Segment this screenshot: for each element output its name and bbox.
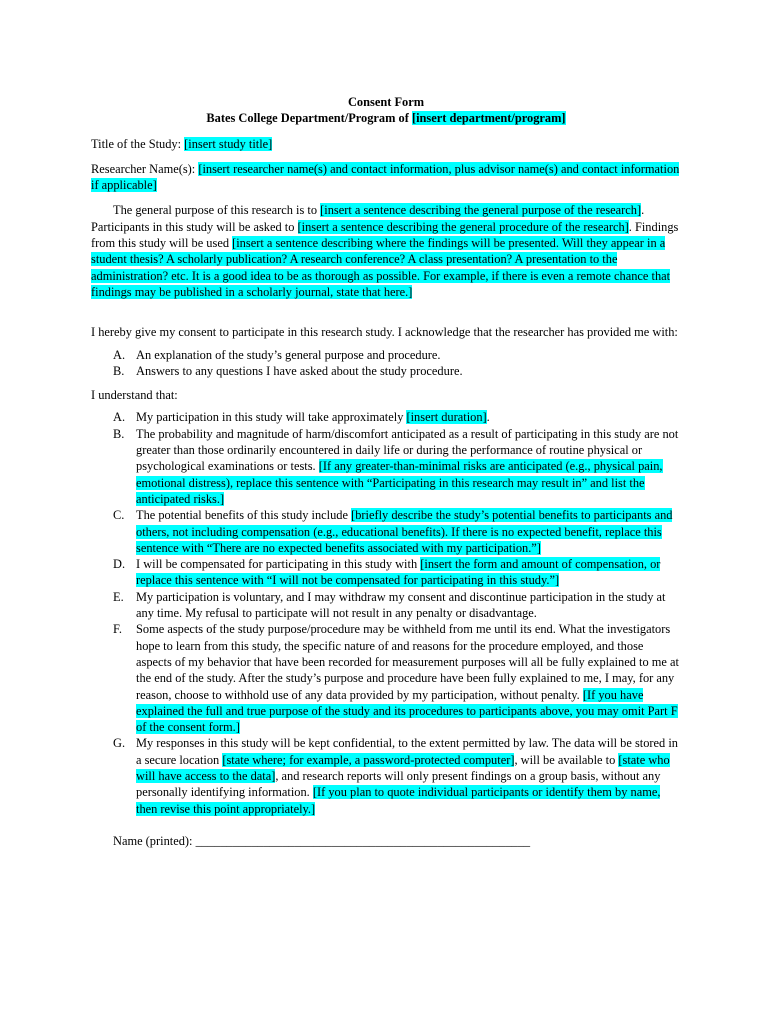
- form-title: Consent Form: [347, 95, 425, 109]
- purpose-paragraph: [91, 202, 681, 300]
- understand-item-c: [91, 507, 681, 556]
- subtitle-prefix: Bates College Department/Program of: [206, 111, 412, 126]
- understand-item-b: [91, 426, 681, 507]
- understand-item-d: [91, 556, 681, 589]
- item-text: My responses in this study will be kept confidential, to the extent permitted by law. The data will be stored in a secure location: [136, 736, 678, 767]
- access-placeholder: [state who will have access to the data]: [136, 752, 670, 783]
- item-text: The potential benefits of this study include: [136, 508, 352, 523]
- provided-item: [91, 363, 681, 379]
- department-placeholder: [insert department/program]: [411, 111, 566, 126]
- understand-item-g: [91, 735, 681, 816]
- list-marker: E.: [113, 589, 124, 604]
- list-marker: C.: [113, 508, 125, 523]
- signature-label: Name (printed):: [113, 833, 196, 848]
- form-subtitle: [91, 110, 681, 126]
- benefits-placeholder: [briefly describe the study’s potential benefits to participants and others, not including compensation (e.g., educational benefits). If there is no expected benefit, replace this sentence with “There are no expected benefits associated with my participation.”]: [136, 508, 673, 555]
- purpose-mid: . Participants in this study will be asked to: [91, 203, 645, 234]
- procedure-placeholder: [insert a sentence describing the general procedure of the research]: [297, 219, 629, 234]
- understand-intro: I understand that:: [91, 388, 178, 403]
- quote-placeholder: [If you plan to quote individual participants or identify them by name, then revise this point appropriately.]: [136, 785, 661, 816]
- form-header: [91, 94, 681, 127]
- provided-text: An explanation of the study’s general purpose and procedure.: [136, 347, 441, 362]
- list-marker: G.: [113, 736, 126, 751]
- list-marker: A.: [113, 347, 126, 362]
- purpose-placeholder: [insert a sentence describing the general purpose of the research]: [320, 203, 642, 218]
- study-title-label: Title of the Study:: [91, 136, 185, 151]
- item-mid: , will be available to: [514, 752, 619, 767]
- understand-item-e: [91, 589, 681, 622]
- duration-placeholder: [insert duration]: [406, 410, 487, 425]
- consent-intro: I hereby give my consent to participate in this research study. I acknowledge that the researcher has provided me with:: [91, 325, 678, 340]
- understand-item-f: [91, 621, 681, 735]
- researcher-field: [91, 161, 681, 194]
- item-text: I will be compensated for participating in this study with: [136, 557, 421, 572]
- understand-item-a: [91, 409, 681, 425]
- study-title-field: [91, 136, 681, 152]
- researcher-label: Researcher Name(s):: [91, 161, 199, 176]
- item-text-2: , and research reports will only present findings on a group basis, without any personally identifying information.: [136, 768, 661, 800]
- item-text: My participation is voluntary, and I may withdraw my consent and discontinue participation in the study at any time. My refusal to participate will not result in any penalty or disadvantage.: [136, 589, 666, 621]
- item-text: My participation in this study will take approximately: [136, 410, 407, 425]
- provided-item: [91, 347, 681, 363]
- item-text: The probability and magnitude of harm/discomfort anticipated as a result of participating in this study are not greater than those ordinarily encountered in daily life or during the performance of routine physical or psychological examinations or tests.: [136, 426, 679, 474]
- study-title-placeholder: [insert study title]: [184, 136, 273, 151]
- list-marker: D.: [113, 557, 126, 572]
- list-marker: B.: [113, 426, 125, 441]
- purpose-lead: The general purpose of this research is to: [113, 203, 321, 218]
- list-marker: F.: [113, 622, 122, 637]
- consent-form-page: [91, 94, 681, 849]
- compensation-placeholder: [insert the form and amount of compensation, or replace this sentence with “I will not be compensated for participating in this study.”]: [136, 557, 661, 588]
- purpose-findings: . Findings from this study will be used: [91, 219, 679, 251]
- findings-placeholder: [insert a sentence describing where the findings will be presented. Will they appear in a student thesis? A scholarly publication? A research conference? A class presentation? A presentation to the administration? etc. It is a good idea to be as thorough as possible. For example, if there is even a remote chance that findings may be published in a scholarly journal, state that here.]: [91, 236, 671, 299]
- signature-field: [91, 833, 681, 849]
- signature-line[interactable]: ______________________________________________________: [195, 833, 531, 848]
- item-text: Some aspects of the study purpose/procedure may be withheld from me until its end. What the investigators hope to learn from this study, the specific nature of and reasons for the procedure employed, and those aspects of my behavior that have been recorded for measurement purposes will all be fully explained to me at the end of the study. After the study’s purpose and procedure have been fully explained to me, I may, for any reason, choose to withhold use of any data provided by my participation, without penalty.: [136, 622, 679, 702]
- list-marker: B.: [113, 363, 125, 378]
- deception-placeholder: [If you have explained the full and true purpose of the study and its procedures to participants above, you may omit Part F of the consent form.]: [136, 687, 678, 735]
- understand-list: [91, 409, 681, 816]
- risks-placeholder: [If any greater-than-minimal risks are anticipated (e.g., physical pain, emotional distress), replace this sentence with “Participating in this research may result in” and list the anticipated risks.]: [136, 459, 663, 506]
- item-tail: .: [486, 410, 490, 425]
- researcher-placeholder: [insert researcher name(s) and contact information, plus advisor name(s) and contact information if applicable]: [91, 161, 680, 193]
- list-marker: A.: [113, 410, 126, 425]
- storage-placeholder: [state where; for example, a password-protected computer]: [222, 752, 515, 767]
- provided-list: [91, 347, 681, 380]
- provided-text: Answers to any questions I have asked about the study procedure.: [136, 363, 463, 378]
